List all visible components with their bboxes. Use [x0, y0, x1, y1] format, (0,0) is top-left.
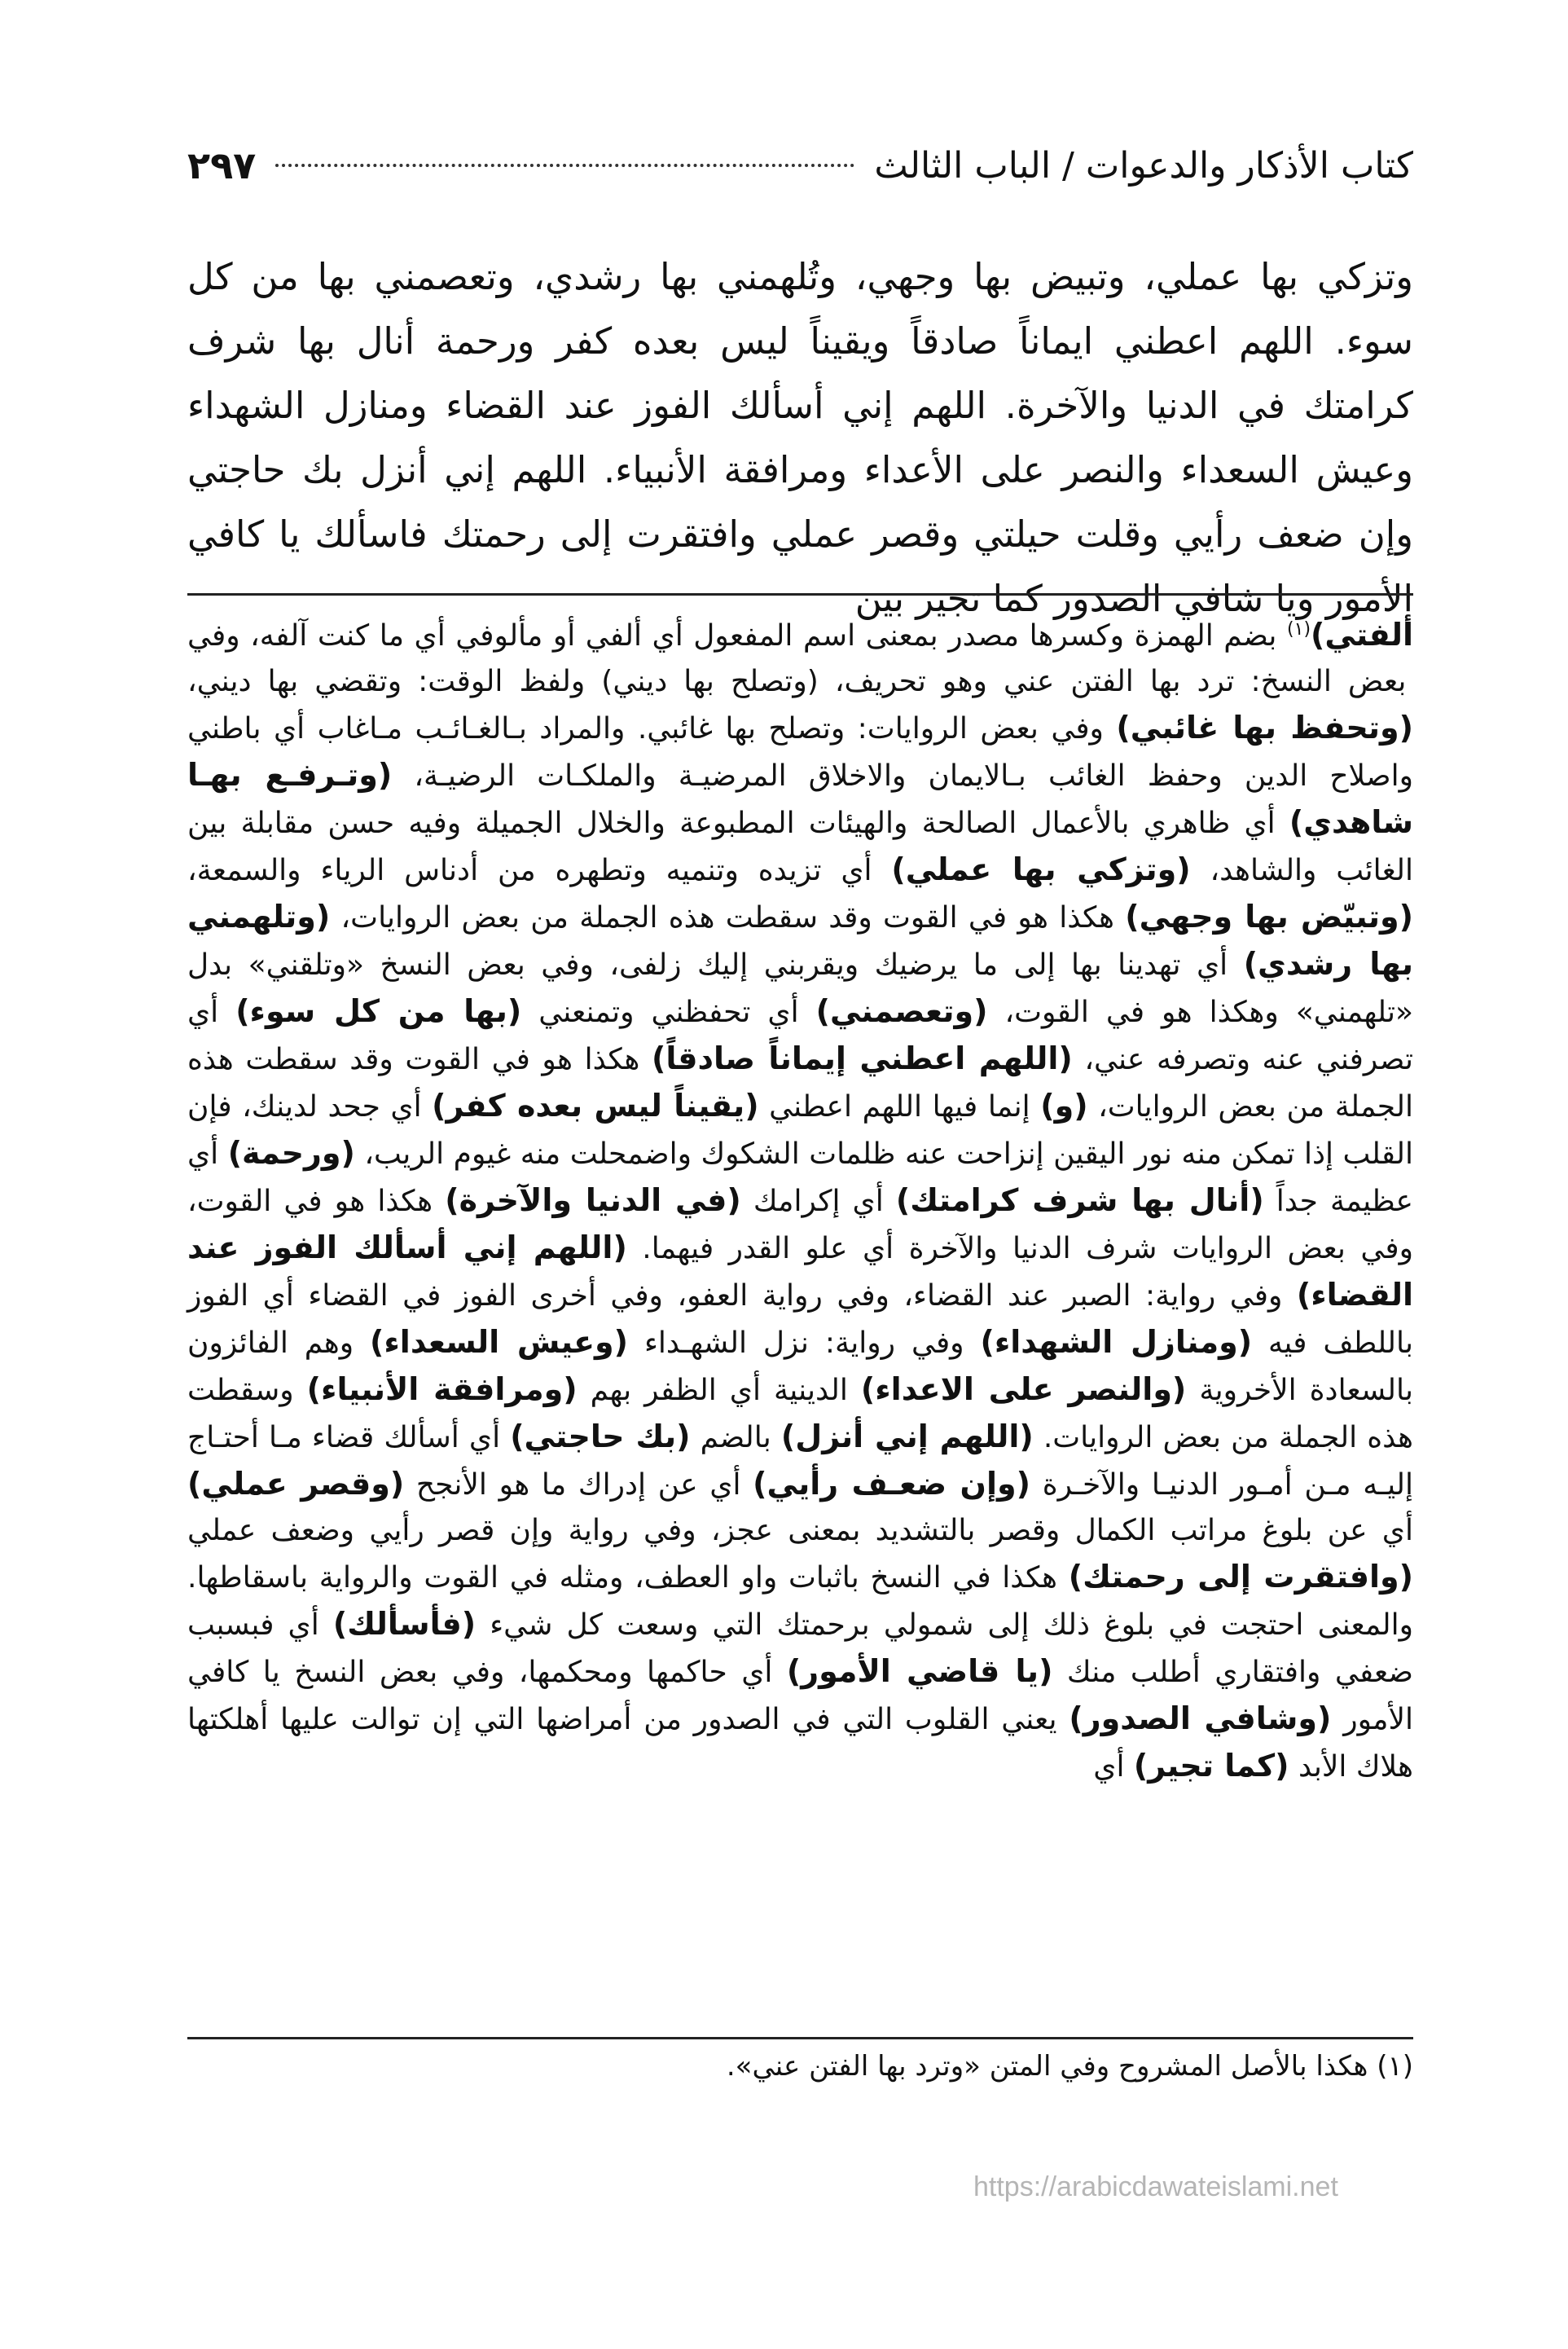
commentary-text: أي ظاهري بالأعمال الصالحة والهيئات المطبوعة والخلال الجميلة وفيه حسن مقابلة بين الغائب والشاهد، — [187, 807, 1413, 887]
commentary-text: أي عن بلوغ مراتب الكمال وقصر بالتشديد بمعنى عجز، وفي رواية وإن قصر رأيي وضعف عملي — [187, 1514, 1413, 1547]
commentary-text: إنما فيها اللهم اعطني — [758, 1090, 1041, 1124]
commentary — [187, 607, 1413, 1790]
commentary-lemma: (بك حاجتي) — [510, 1419, 691, 1454]
commentary-text: أي — [1093, 1750, 1134, 1784]
commentary-lemma: (في الدنيا والآخرة) — [445, 1182, 741, 1218]
commentary-text: وسقطت هذه الجملة من بعض الروايات. — [187, 1374, 1414, 1454]
commentary-text: أي عن إدراك ما هو الأنجح — [404, 1468, 753, 1502]
main-text — [187, 244, 1413, 631]
commentary-text: بضم الهمزة وكسرها مصدر بمعنى اسم المفعول أي ألفي أو مألوفي أي ما كنت آلفه، وفي بعض النسخ: ترد بها الفتن عني وهو تحريف، (وتصلح بها ديني) ولفظ الوقت: وتقضي بها ديني، — [187, 619, 1407, 698]
commentary-lemma: (بها من كل سوء) — [235, 993, 522, 1029]
commentary-lemma: (ومنازل الشهداء) — [980, 1324, 1253, 1360]
commentary-lemma: (اللهم إني أنزل) — [780, 1419, 1034, 1454]
commentary-lemma: (وتعصمني) — [815, 993, 988, 1029]
main-paragraph: وتزكي بها عملي، وتبيض بها وجهي، وتُلهمني بها رشدي، وتعصمني بها من كل سوء. اللهم اعطني ايماناً صادقاً ويقيناً ليس بعده كفر ورحمة أنال بها شرف كرامتك في الدنيا والآخرة. اللهم إني أسألك الفوز عند القضاء ومنازل الشهداء وعيش السعداء والنصر على الأعداء ومرافقة الأنبياء. اللهم إني أنزل بك حاجتي وإن ضعف رأيي وقلت حيلتي وقصر عملي وافتقرت إلى رحمتك فاسألك يا كافي الأمور ويا شافي الصدور كما تجير بين — [187, 255, 1413, 620]
commentary-lemma: ألفتي) — [1311, 617, 1413, 653]
commentary-text: أي حاكمها ومحكمها، وفي بعض النسخ يا كافي الأمور — [187, 1656, 1414, 1736]
commentary-paragraph — [187, 607, 1413, 1790]
commentary-text: الدينية أي الظفر بهم — [577, 1374, 861, 1407]
commentary-text: وفي رواية: الصبر عند القضاء، وفي رواية العفو، وفي أخرى الفوز في القضاء أي الفوز باللطف فيه — [187, 1279, 1413, 1360]
commentary-text: أي عظيمة جداً — [187, 1137, 1414, 1218]
running-header — [187, 137, 1413, 194]
commentary-lemma: (وتـرفـع بهـا شاهدي) — [187, 757, 1413, 840]
commentary-text: أي تصرفني عنه وتصرفه عني، — [187, 996, 1413, 1076]
commentary-lemma: (وافتقرت إلى رحمتك) — [1068, 1559, 1413, 1595]
footnote-marker: (١) — [1287, 619, 1311, 640]
commentary-text: أي أسألك قضاء مـا أحتـاج إليـه مـن أمـور الدنيـا والآخـرة — [187, 1421, 1413, 1502]
commentary-text: هكذا في النسخ باثبات واو العطف، ومثله في القوت والرواية باسقاطها. والمعنى احتجت في بلوغ ذلك إلى شمولي برحمتك التي وسعت كل شيء — [187, 1561, 1413, 1642]
commentary-text: أي تزيده وتنميه وتطهره من أدناس الرياء والسمعة، — [187, 854, 892, 887]
commentary-lemma: (اللهم إني أسألك الفوز عند القضاء) — [187, 1229, 1413, 1313]
commentary-text: وهم الفائزون بالسعادة الأخروية — [187, 1326, 1413, 1407]
commentary-text: وفي رواية: نزل الشهـداء — [628, 1326, 981, 1360]
footnote-text: (١) هكذا بالأصل المشروح وفي المتن «وترد بها الفتن عني». — [726, 2050, 1413, 2083]
commentary-lemma: (فأسألك) — [332, 1606, 477, 1642]
commentary-text: هكذا هو في القوت، وفي بعض الروايات شرف الدنيا والآخرة أي علو القدر فيهما. — [187, 1185, 1413, 1265]
commentary-lemma: (وشافي الصدور) — [1069, 1700, 1332, 1736]
commentary-lemma: (وقصر عملي) — [187, 1466, 405, 1502]
commentary-lemma: (وتزكي بها عملي) — [891, 851, 1191, 887]
commentary-lemma: (اللهم اعطني إيماناً صادقاً) — [651, 1040, 1073, 1076]
commentary-text: بالضم — [690, 1421, 781, 1454]
commentary-text: أي تهدينا بها إلى ما يرضيك ويقربني إليك زلفى، وفي بعض النسخ «وتلقني» بدل «تلهمني» وهكذا هو في القوت، — [187, 948, 1414, 1029]
commentary-lemma: (والنصر على الاعداء) — [860, 1371, 1187, 1407]
commentary-text: وفي بعض الروايات: وتصلح بها غائبي. والمراد بـالغـائـب مـاغاب أي باطني واصلاح الدين وحفظ الغائب بـالايمان والاخلاق المرضيـة والملكـات الرضيـة، — [187, 712, 1413, 793]
leader-dots — [275, 164, 854, 167]
commentary-lemma: (وتحفظ بها غائبي) — [1116, 710, 1413, 746]
page-number: ٢٩٧ — [187, 143, 257, 187]
commentary-lemma: (وعيش السعداء) — [370, 1324, 629, 1360]
footnote-rule — [187, 2037, 1413, 2039]
commentary-text: أي فبسبب ضعفي وافتقاري أطلب منك — [187, 1608, 1413, 1689]
commentary-lemma: (أنال بها شرف كرامتك) — [895, 1182, 1264, 1218]
commentary-lemma: (كما تجير) — [1133, 1748, 1289, 1784]
commentary-lemma: (وتبيّض بها وجهي) — [1125, 899, 1413, 935]
commentary-text: يعني القلوب التي في الصدور من أمراضها التي إن توالت عليها أهلكتها هلاك الأبد — [187, 1703, 1413, 1784]
commentary-text: أي إكرامك — [740, 1185, 896, 1218]
watermark-url: https://arabicdawateislami.net — [973, 2171, 1338, 2202]
commentary-lemma: (وتلهمني بها رشدي) — [187, 899, 1413, 982]
separator-rule — [187, 593, 1413, 596]
commentary-text: أي جحد لدينك، فإن القلب إذا تمكن منه نور اليقين إنزاحت عنه ظلمات الشكوك واضمحلت منه غيوم الريب، — [187, 1090, 1413, 1171]
commentary-lemma: (و) — [1040, 1088, 1088, 1124]
commentary-lemma: (يا قاضي الأمور) — [786, 1653, 1053, 1689]
running-title: كتاب الأذكار والدعوات / الباب الثالث — [874, 144, 1413, 187]
footnote — [187, 2045, 1413, 2087]
commentary-text: هكذا هو في القوت وقد سقطت هذه الجملة من بعض الروايات، — [330, 901, 1126, 935]
commentary-lemma: (يقيناً ليس بعده كفر) — [432, 1088, 759, 1124]
commentary-lemma: (ورحمة) — [227, 1135, 355, 1171]
commentary-text: هكذا هو في القوت وقد سقطت هذه الجملة من بعض الروايات، — [187, 1043, 1413, 1124]
commentary-lemma: (ومرافقة الأنبياء) — [306, 1371, 578, 1407]
commentary-text: أي تحفظني وتمنعني — [521, 996, 816, 1029]
commentary-lemma: (وإن ضعـف رأيي) — [753, 1466, 1030, 1502]
